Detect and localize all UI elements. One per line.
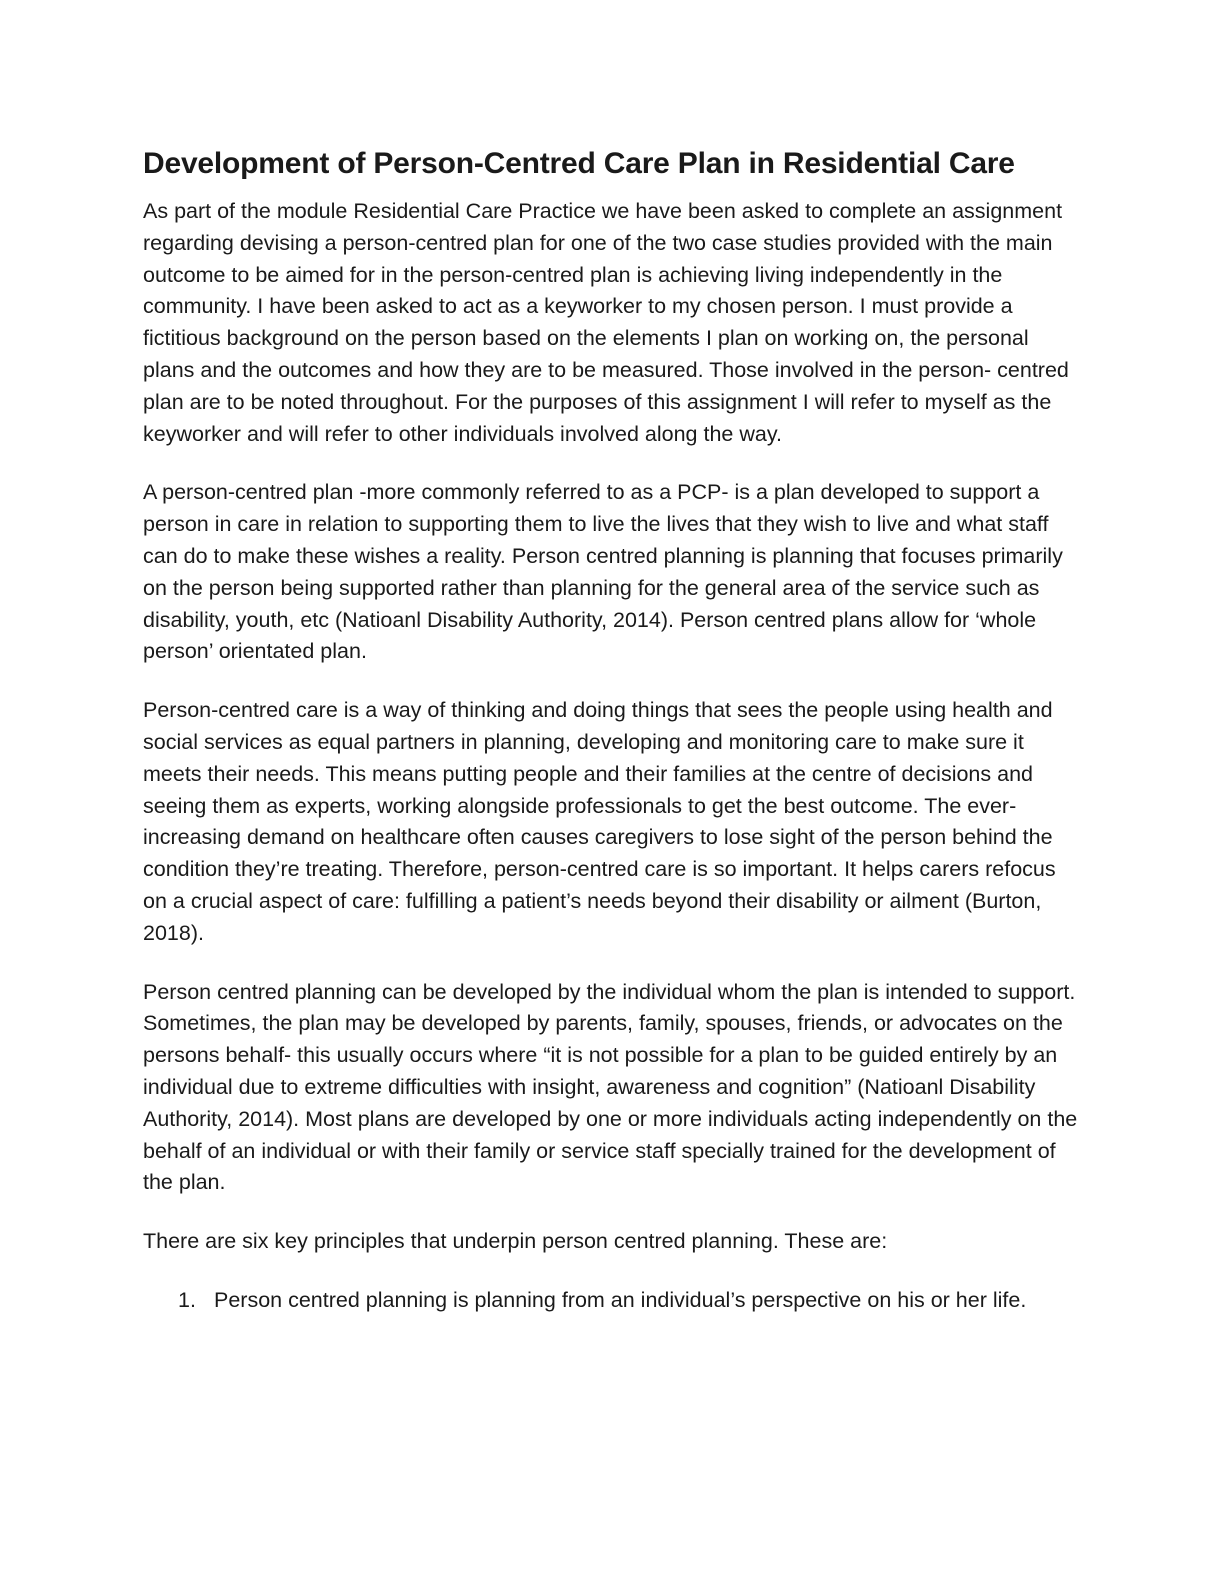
document-title: Development of Person-Centred Care Plan in Residential Care: [143, 147, 1015, 180]
paragraph-plan-development: Person centred planning can be developed by the individual whom the plan is intended to support. Sometimes, the plan may be developed by parents, family, spouses, friends, or advocates on the persons behalf- this usually occurs where “it is not possible for a plan to be guided entirely by an individual due to extreme difficulties with insight, awareness and cognition” (Natioanl Disability Authority, 2014). Most plans are developed by one or more individuals acting independently on the behalf of an individual or with their family or service staff specially trained for the development of the plan.: [143, 979, 1078, 1195]
paragraph-person-centred-care: Person-centred care is a way of thinking and doing things that sees the people using health and social services as equal partners in planning, developing and monitoring care to make sure it meets their needs. This means putting people and their families at the centre of decisions and seeing them as experts, working alongside professionals to get the best outcome. The ever-increasing demand on healthcare often causes caregivers to lose sight of the person behind the condition they’re treating. Therefore, person-centred care is so important. It helps carers refocus on a crucial aspect of care: fulfilling a patient’s needs beyond their disability or ailment (Burton, 2018).: [143, 698, 1056, 945]
document-page: [143, 140, 1083, 1317]
principles-list: [143, 1285, 1083, 1317]
paragraph-intro: As part of the module Residential Care Practice we have been asked to complete an assignment regarding devising a person-centred plan for one of the two case studies provided with the main outcome to be aimed for in the person-centred plan is achieving living independently in the community. I have been asked to act as a keyworker to my chosen person. I must provide a fictitious background on the person based on the elements I plan on working on, the personal plans and the outcomes and how they are to be measured. Those involved in the person- centred plan are to be noted throughout. For the purposes of this assignment I will refer to myself as the keyworker and will refer to other individuals involved along the way.: [143, 199, 1069, 446]
list-item: [143, 1285, 1083, 1317]
paragraph-pcp-definition: A person-centred plan -more commonly referred to as a PCP- is a plan developed to support a person in care in relation to supporting them to live the lives that they wish to live and what staff can do to make these wishes a reality. Person centred planning is planning that focuses primarily on the person being supported rather than planning for the general area of the service such as disability, youth, etc (Natioanl Disability Authority, 2014). Person centred plans allow for ‘whole person’ orientated plan.: [143, 480, 1063, 664]
paragraph-principles-intro: There are six key principles that underpin person centred planning. These are:: [143, 1229, 888, 1254]
list-item-number: 1.: [178, 1287, 196, 1312]
list-item-text: Person centred planning is planning from an individual’s perspective on his or her life.: [214, 1287, 1027, 1312]
